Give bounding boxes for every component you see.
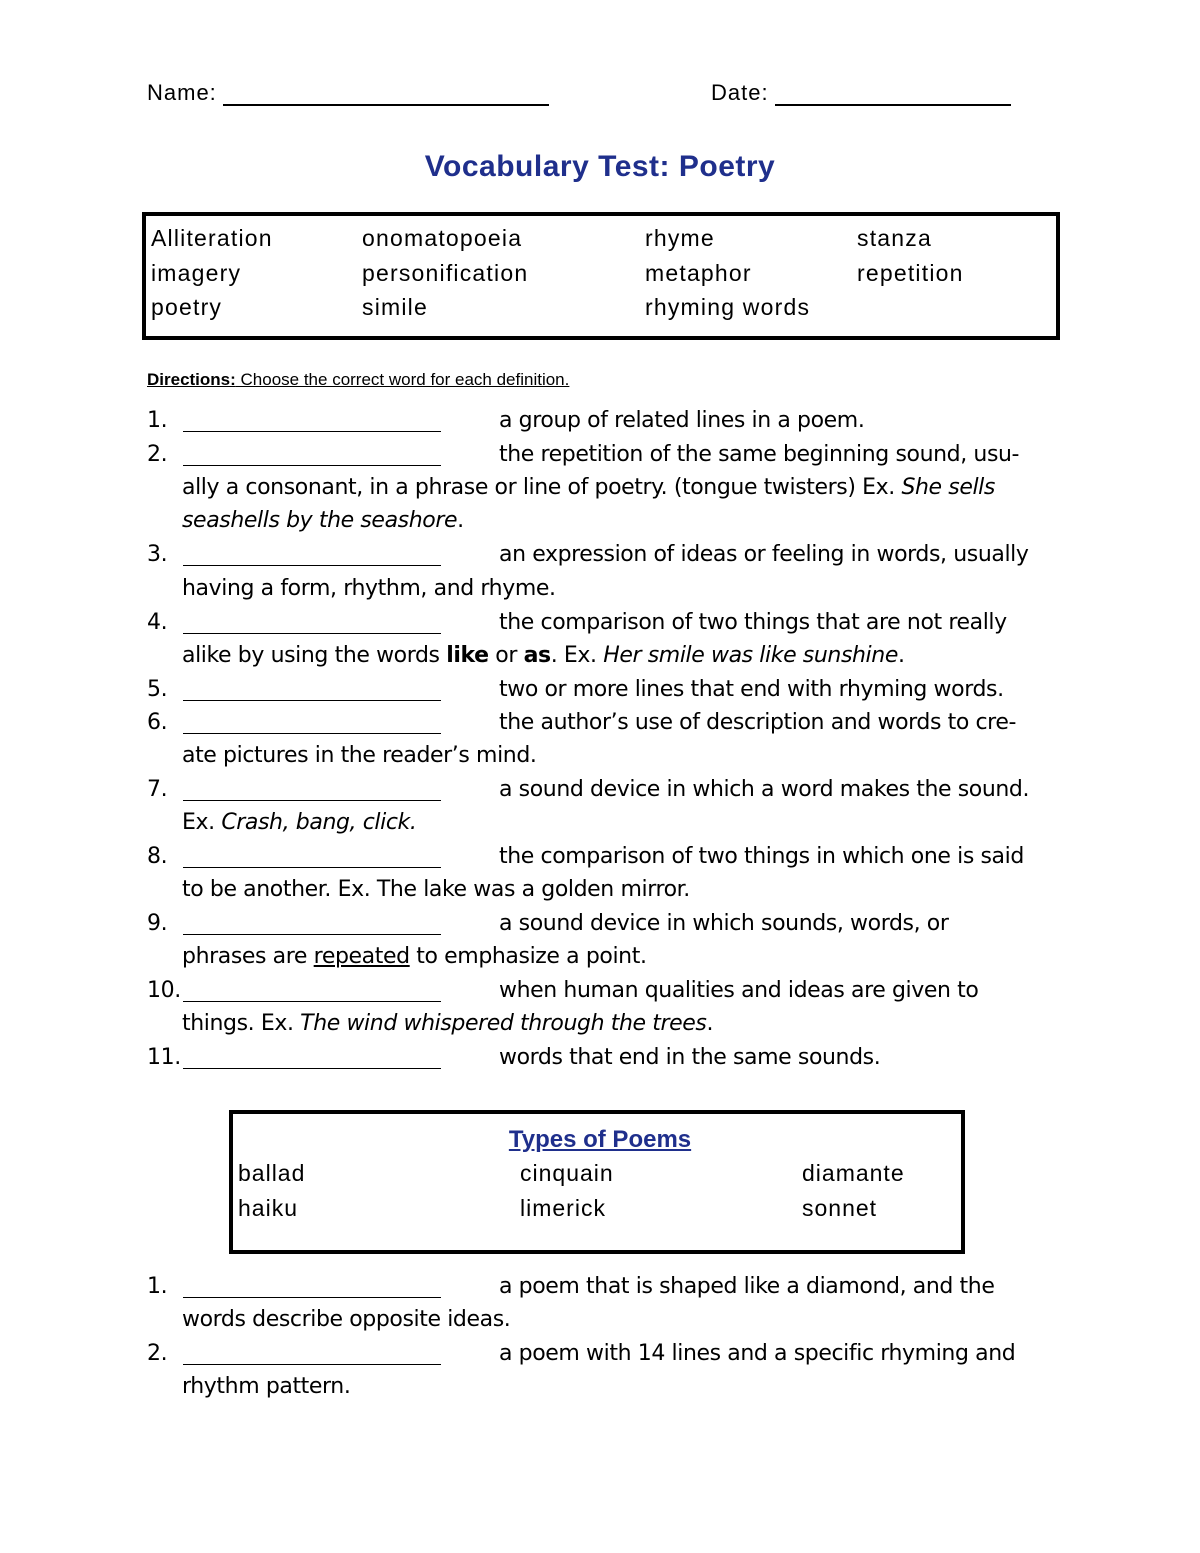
question-definition: a sound device in which sounds, words, or (499, 911, 949, 936)
question-definition: an expression of ideas or feeling in words, usually (499, 542, 1029, 567)
answer-blank[interactable] (183, 679, 441, 701)
date-input-line[interactable] (775, 82, 1011, 106)
answer-blank[interactable] (183, 410, 441, 432)
question-definition-cont: ally a consonant, in a phrase or line of poetry. (tongue twisters) Ex. She sells (182, 475, 995, 500)
question-number: 11. (147, 1045, 181, 1070)
question-number: 2. (147, 442, 168, 467)
answer-blank[interactable] (183, 612, 441, 634)
poem-type-item: limerick (520, 1195, 606, 1221)
question-definition-cont: Ex. Crash, bang, click. (182, 810, 417, 835)
word-bank-item: onomatopoeia (362, 225, 523, 251)
word-bank-item: simile (362, 294, 428, 320)
question-number: 1. (147, 1274, 168, 1299)
answer-blank[interactable] (183, 544, 441, 566)
question-definition: a poem that is shaped like a diamond, and the (499, 1274, 995, 1299)
question-definition-cont: having a form, rhythm, and rhyme. (182, 576, 556, 601)
word-bank-item: poetry (151, 294, 223, 320)
directions-text: Choose the correct word for each definition. (235, 370, 570, 389)
question-definition: the repetition of the same beginning sound, usu- (499, 442, 1020, 467)
question-number: 10. (147, 978, 181, 1003)
answer-blank[interactable] (183, 712, 441, 734)
question-definition-cont: to be another. Ex. The lake was a golden mirror. (182, 877, 690, 902)
question-definition-cont: seashells by the seashore. (182, 508, 464, 533)
word-bank-item: rhyme (645, 225, 715, 251)
question-definition-cont: ate pictures in the reader’s mind. (182, 743, 537, 768)
name-label: Name: (147, 80, 217, 105)
question-definition: when human qualities and ideas are given to (499, 978, 979, 1003)
question-number: 4. (147, 610, 168, 635)
question-number: 9. (147, 911, 168, 936)
poem-type-item: sonnet (802, 1195, 878, 1221)
poem-type-item: diamante (802, 1160, 905, 1186)
question-definition-cont: alike by using the words like or as. Ex. Her smile was like sunshine. (182, 643, 905, 668)
question-definition-cont: rhythm pattern. (182, 1374, 351, 1399)
answer-blank[interactable] (183, 1276, 441, 1298)
name-input-line[interactable] (223, 82, 549, 106)
answer-blank[interactable] (183, 980, 441, 1002)
date-field (711, 80, 1011, 106)
poem-type-item: ballad (238, 1160, 306, 1186)
question-definition-cont: words describe opposite ideas. (182, 1307, 511, 1332)
question-number: 2. (147, 1341, 168, 1366)
word-bank-item: metaphor (645, 260, 752, 286)
question-number: 6. (147, 710, 168, 735)
question-definition: words that end in the same sounds. (499, 1045, 881, 1070)
answer-blank[interactable] (183, 846, 441, 868)
word-bank-item: personification (362, 260, 529, 286)
question-number: 5. (147, 677, 168, 702)
word-bank-item: imagery (151, 260, 242, 286)
answer-blank[interactable] (183, 1047, 441, 1069)
question-number: 3. (147, 542, 168, 567)
answer-blank[interactable] (183, 779, 441, 801)
name-field (147, 80, 549, 106)
question-definition-cont: things. Ex. The wind whispered through the trees. (182, 1011, 714, 1036)
answer-blank[interactable] (183, 1343, 441, 1365)
question-definition: a poem with 14 lines and a specific rhyming and (499, 1341, 1016, 1366)
question-number: 7. (147, 777, 168, 802)
question-number: 1. (147, 408, 168, 433)
question-number: 8. (147, 844, 168, 869)
question-definition: the author’s use of description and words to cre- (499, 710, 1017, 735)
question-definition: the comparison of two things that are not really (499, 610, 1007, 635)
question-definition-cont: phrases are repeated to emphasize a point. (182, 944, 647, 969)
poem-type-item: haiku (238, 1195, 298, 1221)
word-bank-item: Alliteration (151, 225, 273, 251)
word-bank-item: stanza (857, 225, 932, 251)
question-definition: two or more lines that end with rhyming words. (499, 677, 1004, 702)
types-of-poems-title: Types of Poems (508, 1126, 692, 1153)
page-title: Vocabulary Test: Poetry (424, 150, 776, 183)
date-label: Date: (711, 80, 769, 105)
answer-blank[interactable] (183, 913, 441, 935)
word-bank-item: repetition (857, 260, 964, 286)
directions-label: Directions: (147, 370, 236, 389)
poem-type-item: cinquain (520, 1160, 614, 1186)
question-definition: a group of related lines in a poem. (499, 408, 865, 433)
question-definition: the comparison of two things in which one is said (499, 844, 1024, 869)
directions (147, 370, 569, 390)
answer-blank[interactable] (183, 444, 441, 466)
question-definition: a sound device in which a word makes the sound. (499, 777, 1030, 802)
word-bank-item: rhyming words (645, 294, 811, 320)
